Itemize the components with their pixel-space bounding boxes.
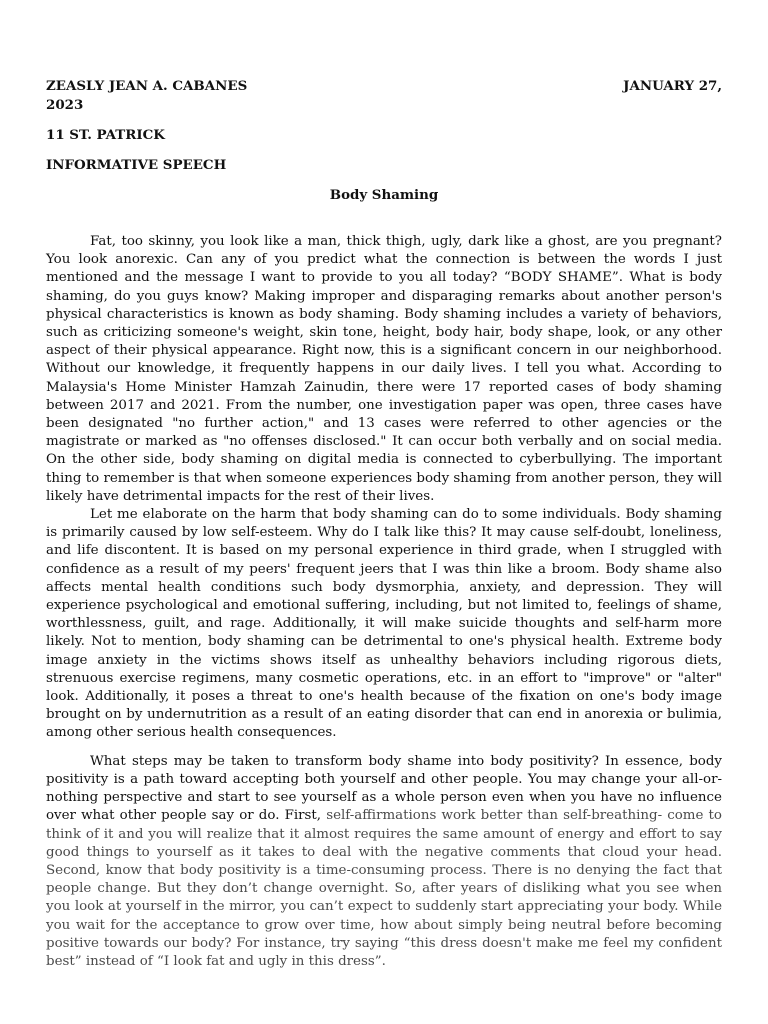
paragraph-3-body: self-affirmations work better than self-breathing- come to think of it and you will realize that it almost requires the same amount of energy and effort to say good things to yourself as it takes to deal with the negative comments that cloud your head. Second, know that body positivity is a time-consuming process. There is no denying the fact that people change. But they don’t change overnight. So, after years of disliking what you see when you look at yourself in the mirror, you can’t expect to suddenly start appreciating your body. While you wait for the acceptance to grow over time, how about simply being neutral before becoming positive towards our body? For instance, try saying “this dress doesn't make me feel my confident best” instead of “I look fat and ugly in this dress”.	[46, 808, 722, 969]
speech-title: Body Shaming	[329, 187, 439, 203]
paragraph-3-intro: What steps may be taken to transform body shame into body positivity? In essence, body positivity is a path toward accepting both yourself and other people. You may change your all-or-nothing perspective and start to see yourself as a whole person even when you have no influence over what other people say or do. First,	[46, 753, 722, 824]
author-date-row	[46, 77, 722, 96]
paragraph-3	[46, 753, 722, 971]
speech-type: INFORMATIVE SPEECH	[46, 157, 227, 173]
date-text: JANUARY 27,	[623, 78, 722, 94]
author-name: ZEASLY JEAN A. CABANES	[46, 78, 248, 94]
document-page	[46, 77, 722, 971]
paragraph-1: Fat, too skinny, you look like a man, thick thigh, ugly, dark like a ghost, are you pregnant? You look anorexic. Can any of you predict what the connection is between the words I just mentioned and the message I want to provide to you all today? “BODY SHAME”. What is body shaming, do you guys know? Making improper and disparaging remarks about another person's physical characteristics is known as body shaming. Body shaming includes a variety of behaviors, such as criticizing someone's weight, skin tone, height, body hair, body shape, look, or any other aspect of their physical appearance. Right now, this is a significant concern in our neighborhood. Without our knowledge, it frequently happens in our daily lives. I tell you what. According to Malaysia's Home Minister Hamzah Zainudin, there were 17 reported cases of body shaming between 2017 and 2021. From the number, one investigation paper was open, three cases have been designated "no further action," and 13 cases were referred to other agencies or the magistrate or marked as "no offenses disclosed." It can occur both verbally and on social media. On the other side, body shaming on digital media is connected to cyberbullying. The important thing to remember is that when someone experiences body shaming from another person, they will likely have detrimental impacts for the rest of their lives.	[46, 234, 722, 504]
class-section: 11 ST. PATRICK	[46, 127, 165, 143]
date-year: 2023	[46, 97, 84, 113]
paragraph-2: Let me elaborate on the harm that body shaming can do to some individuals. Body shaming is primarily caused by low self-esteem. Why do I talk like this? It may cause self-doubt, loneliness, and life discontent. It is based on my personal experience in third grade, when I struggled with confidence as a result of my peers' frequent jeers that I was thin like a broom. Body shame also affects mental health conditions such body dysmorphia, anxiety, and depression. They will experience psychological and emotional suffering, including, but not limited to, feelings of shame, worthlessness, guilt, and rage. Additionally, it will make suicide thoughts and self-harm more likely. Not to mention, body shaming can be detrimental to one's physical health. Extreme body image anxiety in the victims shows itself as unhealthy behaviors including rigorous diets, strenuous exercise regimens, many cosmetic operations, etc. in an effort to "improve" or "alter" look. Additionally, it poses a threat to one's health because of the fixation on one's body image brought on by undernutrition as a result of an eating disorder that can end in anorexia or bulimia, among other serious health consequences.	[46, 507, 722, 741]
